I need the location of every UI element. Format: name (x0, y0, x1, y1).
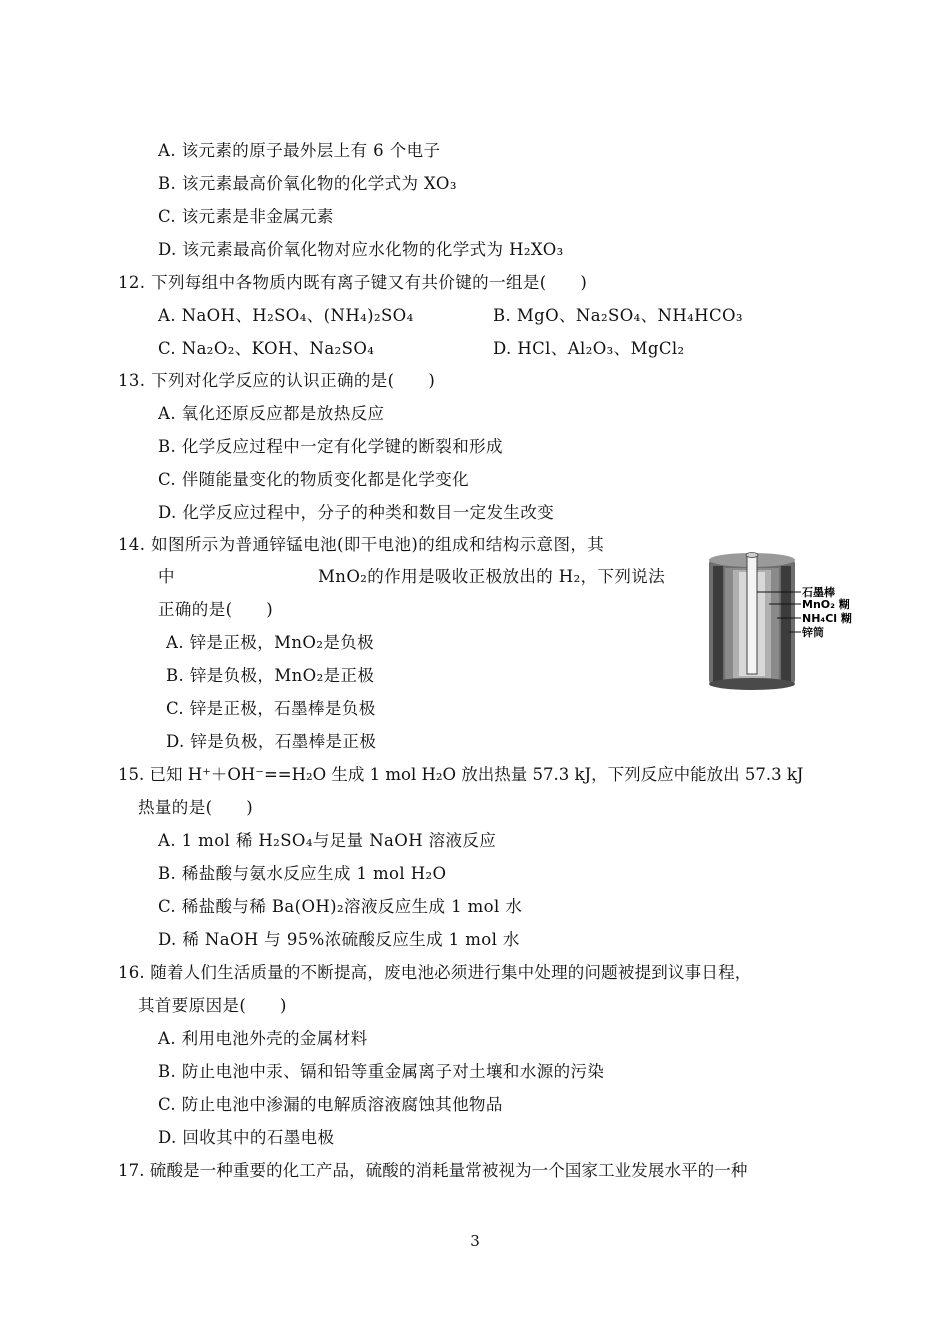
option-d: D. 稀 NaOH 与 95%浓硫酸反应生成 1 mol 水 (158, 930, 520, 949)
option-a: A. 利用电池外壳的金属材料 (158, 1029, 368, 1048)
question-14: 14. 如图所示为普通锌锰电池(即干电池)的组成和结构示意图，其 (118, 535, 605, 554)
question-14-line2a: 中 (158, 567, 175, 586)
option-c: C. Na₂O₂、KOH、Na₂SO₄ (158, 339, 375, 358)
option-b: B. 锌是负极，MnO₂是正极 (166, 666, 375, 685)
question-16-line2: 其首要原因是( ) (138, 996, 287, 1015)
question-14-line2b: MnO₂的作用是吸收正极放出的 H₂，下列说法 (318, 567, 666, 586)
graphite-rod (747, 554, 757, 674)
option-b: B. 该元素最高价氧化物的化学式为 XO₃ (158, 174, 457, 193)
label-zinc: 锌筒 (802, 626, 824, 639)
option-d: D. HCl、Al₂O₃、MgCl₂ (493, 339, 685, 358)
option-d: D. 化学反应过程中，分子的种类和数目一定发生改变 (158, 503, 555, 522)
option-c: C. 伴随能量变化的物质变化都是化学变化 (158, 470, 470, 489)
option-b: B. 化学反应过程中一定有化学键的断裂和形成 (158, 437, 503, 456)
option-d: D. 该元素最高价氧化物对应水化物的化学式为 H₂XO₃ (158, 240, 564, 259)
question-13: 13. 下列对化学反应的认识正确的是( ) (118, 371, 436, 390)
page-number: 3 (470, 1232, 480, 1250)
question-12: 12. 下列每组中各物质内既有离子键又有共价键的一组是( ) (118, 273, 588, 292)
option-a: A. 1 mol 稀 H₂SO₄与足量 NaOH 溶液反应 (158, 831, 497, 850)
option-b: B. 稀盐酸与氨水反应生成 1 mol H₂O (158, 864, 447, 883)
label-mno2: MnO₂ 糊 (802, 598, 850, 611)
option-b: B. 防止电池中汞、镉和铅等重金属离子对土壤和水源的污染 (158, 1062, 605, 1081)
option-d: D. 锌是负极，石墨棒是正极 (166, 732, 377, 751)
option-c: C. 该元素是非金属元素 (158, 207, 334, 226)
label-nh4cl: NH₄Cl 糊 (802, 612, 852, 625)
option-c: C. 稀盐酸与稀 Ba(OH)₂溶液反应生成 1 mol 水 (158, 897, 523, 916)
option-c: C. 防止电池中渗漏的电解质溶液腐蚀其他物品 (158, 1095, 503, 1114)
option-a: A. 锌是正极，MnO₂是负极 (166, 633, 375, 652)
question-16: 16. 随着人们生活质量的不断提高，废电池必须进行集中处理的问题被提到议事日程， (118, 963, 752, 982)
question-17: 17. 硫酸是一种重要的化工产品，硫酸的消耗量常被视为一个国家工业发展水平的一种 (118, 1161, 748, 1180)
option-d: D. 回收其中的石墨电极 (158, 1128, 335, 1147)
question-15: 15. 已知 H⁺＋OH⁻==H₂O 生成 1 mol H₂O 放出热量 57.3 kJ，下列反应中能放出 57.3 kJ (118, 765, 804, 784)
question-15-line2: 热量的是( ) (138, 798, 254, 817)
option-c: C. 锌是正极，石墨棒是负极 (166, 699, 376, 718)
option-b: B. MgO、Na₂SO₄、NH₄HCO₃ (493, 306, 743, 325)
option-a: A. NaOH、H₂SO₄、(NH₄)₂SO₄ (158, 306, 414, 325)
battery-diagram (705, 552, 855, 692)
question-14-line3: 正确的是( ) (158, 600, 274, 619)
label-graphite: 石墨棒 (802, 586, 835, 599)
option-a: A. 该元素的原子最外层上有 6 个电子 (158, 141, 441, 160)
option-a: A. 氧化还原反应都是放热反应 (158, 404, 385, 423)
